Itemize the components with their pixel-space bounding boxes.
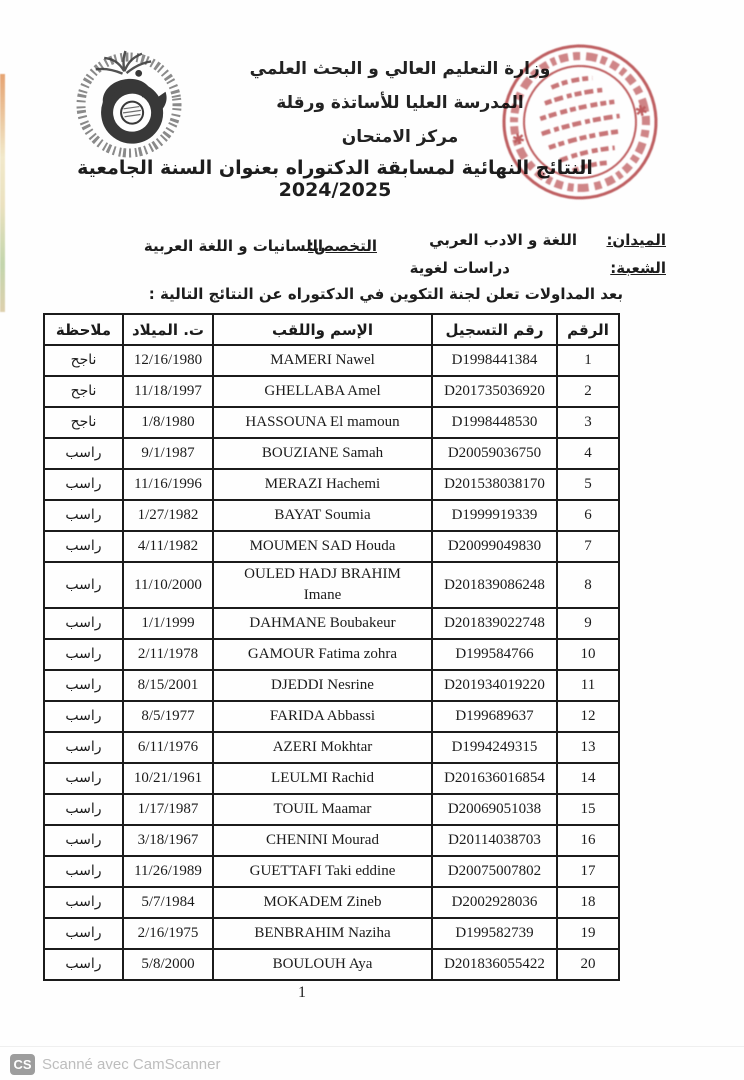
red-stamp-graphic: [488, 26, 672, 226]
cell-dob: 8/15/2001: [123, 670, 213, 701]
table-row: [44, 732, 619, 763]
cell-dob: 1/27/1982: [123, 500, 213, 531]
branch-label: الشعبة:: [610, 259, 666, 277]
page-number: 1: [298, 984, 306, 1001]
table-row: [44, 469, 619, 500]
cell-reg: D201836055422: [432, 949, 557, 980]
table-row: [44, 701, 619, 732]
cell-num: 6: [557, 500, 619, 531]
specialty-value: اللسانيات و اللغة العربية: [143, 237, 323, 255]
column-header-dob: ت. الميلاد: [123, 314, 213, 345]
table-row: [44, 825, 619, 856]
table-row: [44, 670, 619, 701]
cell-dob: 9/1/1987: [123, 438, 213, 469]
table-row: [44, 345, 619, 376]
column-header-remark: ملاحظة: [44, 314, 123, 345]
cell-num: 7: [557, 531, 619, 562]
cell-num: 16: [557, 825, 619, 856]
cell-reg: D201839086248: [432, 562, 557, 608]
cell-reg: D201735036920: [432, 376, 557, 407]
cell-reg: D20075007802: [432, 856, 557, 887]
table-row: [44, 438, 619, 469]
table-row: [44, 639, 619, 670]
column-header-reg: رقم التسجيل: [432, 314, 557, 345]
cell-reg: D20099049830: [432, 531, 557, 562]
cell-name: DAHMANE Boubakeur: [213, 608, 432, 639]
branch-value: دراسات لغوية: [409, 259, 510, 277]
cell-remark: راسب: [44, 531, 123, 562]
stamp-star-right-icon: ✱: [633, 100, 650, 122]
cell-dob: 1/1/1999: [123, 608, 213, 639]
cell-num: 14: [557, 763, 619, 794]
cell-num: 17: [557, 856, 619, 887]
table-row: [44, 376, 619, 407]
cell-remark: راسب: [44, 887, 123, 918]
column-header-num: الرقم: [557, 314, 619, 345]
cell-reg: D1998448530: [432, 407, 557, 438]
cell-remark: راسب: [44, 794, 123, 825]
cell-name: BOUZIANE Samah: [213, 438, 432, 469]
cell-remark: راسب: [44, 469, 123, 500]
field-value: اللغة و الادب العربي: [429, 231, 577, 249]
exam-center-line: مركز الامتحان: [341, 127, 459, 147]
school-logo-emblem: [70, 46, 188, 164]
table-row: [44, 608, 619, 639]
cell-dob: 11/10/2000: [123, 562, 213, 608]
table-row: [44, 918, 619, 949]
cell-remark: راسب: [44, 500, 123, 531]
cell-remark: ناجح: [44, 345, 123, 376]
table-row: [44, 794, 619, 825]
cell-name: CHENINI Mourad: [213, 825, 432, 856]
school-logo: [70, 46, 188, 164]
cell-dob: 1/17/1987: [123, 794, 213, 825]
cell-name: BOULOUH Aya: [213, 949, 432, 980]
cell-name: GAMOUR Fatima zohra: [213, 639, 432, 670]
cell-dob: 6/11/1976: [123, 732, 213, 763]
table-row: [44, 562, 619, 608]
cell-dob: 8/5/1977: [123, 701, 213, 732]
cell-dob: 11/16/1996: [123, 469, 213, 500]
cell-remark: راسب: [44, 856, 123, 887]
cell-reg: D199582739: [432, 918, 557, 949]
cell-remark: ناجح: [44, 376, 123, 407]
cell-name: TOUIL Maamar: [213, 794, 432, 825]
cell-dob: 1/8/1980: [123, 407, 213, 438]
table-row: [44, 500, 619, 531]
cell-num: 18: [557, 887, 619, 918]
cell-name: DJEDDI Nesrine: [213, 670, 432, 701]
cell-reg: D1998441384: [432, 345, 557, 376]
field-label: الميدان:: [606, 231, 666, 249]
cell-dob: 4/11/1982: [123, 531, 213, 562]
cell-num: 20: [557, 949, 619, 980]
table-row: [44, 531, 619, 562]
stamp-star-left-icon: ✱: [510, 129, 527, 150]
cell-remark: راسب: [44, 701, 123, 732]
cell-dob: 10/21/1961: [123, 763, 213, 794]
cell-num: 4: [557, 438, 619, 469]
cell-dob: 11/18/1997: [123, 376, 213, 407]
cell-dob: 12/16/1980: [123, 345, 213, 376]
cell-reg: D20059036750: [432, 438, 557, 469]
cell-dob: 3/18/1967: [123, 825, 213, 856]
document-title: النتائج النهائية لمسابقة الدكتوراه بعنوان السنة الجامعية 2024/2025: [77, 157, 593, 201]
cell-reg: D201538038170: [432, 469, 557, 500]
cell-num: 13: [557, 732, 619, 763]
cell-name: OULED HADJ BRAHIM Imane: [213, 562, 432, 608]
table-row: [44, 763, 619, 794]
cell-reg: D2002928036: [432, 887, 557, 918]
cell-remark: راسب: [44, 732, 123, 763]
cell-name: HASSOUNA El mamoun: [213, 407, 432, 438]
cell-name: LEULMI Rachid: [213, 763, 432, 794]
header-row: [44, 314, 619, 345]
cell-num: 3: [557, 407, 619, 438]
cell-reg: D201636016854: [432, 763, 557, 794]
cell-reg: D1999919339: [432, 500, 557, 531]
cell-name: BAYAT Soumia: [213, 500, 432, 531]
results-table-head: [44, 314, 619, 345]
cell-name: MERAZI Hachemi: [213, 469, 432, 500]
camscanner-watermark: Scanné avec CamScanner: [42, 1056, 221, 1073]
cell-remark: راسب: [44, 918, 123, 949]
cell-name: GHELLABA Amel: [213, 376, 432, 407]
cell-name: GUETTAFI Taki eddine: [213, 856, 432, 887]
school-line: المدرسة العليا للأساتذة ورقلة: [276, 93, 524, 113]
table-row: [44, 856, 619, 887]
results-table-body: [44, 345, 619, 980]
cell-remark: راسب: [44, 825, 123, 856]
cell-reg: D201934019220: [432, 670, 557, 701]
cell-remark: راسب: [44, 670, 123, 701]
cell-num: 11: [557, 670, 619, 701]
cell-num: 19: [557, 918, 619, 949]
cell-dob: 2/16/1975: [123, 918, 213, 949]
cell-remark: ناجح: [44, 407, 123, 438]
cell-num: 8: [557, 562, 619, 608]
table-row: [44, 407, 619, 438]
ministry-line: وزارة التعليم العالي و البحث العلمي: [249, 59, 551, 79]
cell-reg: D199689637: [432, 701, 557, 732]
cell-remark: راسب: [44, 639, 123, 670]
cell-name: MOUMEN SAD Houda: [213, 531, 432, 562]
cell-num: 9: [557, 608, 619, 639]
footer-divider: [0, 1046, 744, 1047]
red-ink-stamp: [488, 26, 672, 226]
scan-edge-artifact: [0, 74, 5, 312]
specialty-label: التخصص:: [308, 237, 377, 255]
cell-dob: 5/8/2000: [123, 949, 213, 980]
cell-reg: D199584766: [432, 639, 557, 670]
cell-reg: D20069051038: [432, 794, 557, 825]
cell-name: BENBRAHIM Naziha: [213, 918, 432, 949]
cell-name: MOKADEM Zineb: [213, 887, 432, 918]
cell-num: 12: [557, 701, 619, 732]
cell-name: AZERI Mokhtar: [213, 732, 432, 763]
results-table: [43, 313, 620, 981]
cell-num: 1: [557, 345, 619, 376]
cell-remark: راسب: [44, 608, 123, 639]
cell-name: MAMERI Nawel: [213, 345, 432, 376]
table-row: [44, 887, 619, 918]
cell-remark: راسب: [44, 763, 123, 794]
cell-remark: راسب: [44, 949, 123, 980]
cell-reg: D20114038703: [432, 825, 557, 856]
column-header-name: الإسم واللقب: [213, 314, 432, 345]
cell-num: 15: [557, 794, 619, 825]
table-row: [44, 949, 619, 980]
deliberation-announcement: بعد المداولات تعلن لجنة التكوين في الدكتوراه عن النتائج التالية :: [148, 285, 623, 303]
cell-reg: D201839022748: [432, 608, 557, 639]
cell-name: FARIDA Abbassi: [213, 701, 432, 732]
cell-dob: 2/11/1978: [123, 639, 213, 670]
cell-num: 10: [557, 639, 619, 670]
cell-num: 5: [557, 469, 619, 500]
camscanner-logo-icon: CS: [10, 1054, 35, 1075]
cell-dob: 5/7/1984: [123, 887, 213, 918]
cell-reg: D1994249315: [432, 732, 557, 763]
cell-num: 2: [557, 376, 619, 407]
cell-dob: 11/26/1989: [123, 856, 213, 887]
cell-remark: راسب: [44, 438, 123, 469]
cell-remark: راسب: [44, 562, 123, 608]
